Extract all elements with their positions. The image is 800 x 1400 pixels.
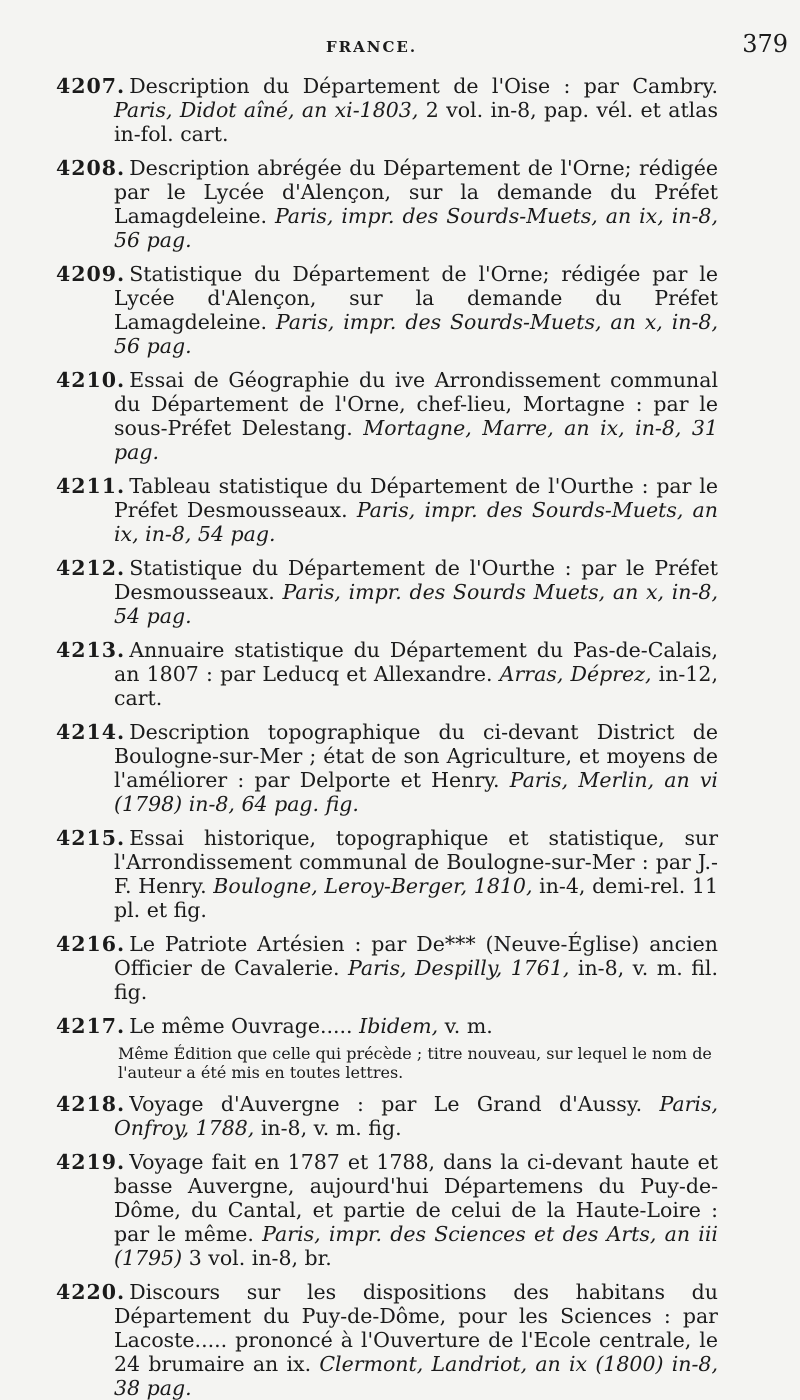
entry-4215: 4215. Essai historique, topographique et statistique, sur l'Arrondissement communal de Boulogne-sur-Mer : par J.-F. Henry. Boulogne, Leroy-Berger, 1810, in-4, demi-rel. 11 pl. et fig. xyxy=(56,826,718,922)
entry-4211: 4211. Tableau statistique du Département de l'Ourthe : par le Préfet Desmousseaux. Paris, impr. des Sourds-Muets, an ix, in-8, 54 pag. xyxy=(56,474,718,546)
entry-4214: 4214. Description topographique du ci-devant District de Boulogne-sur-Mer ; état de son Agriculture, et moyens de l'améliorer : par Delporte et Henry. Paris, Merlin, an vi (1798) in-8, 64 pag. fig. xyxy=(56,720,718,816)
entry-4216: 4216. Le Patriote Artésien : par De*** (Neuve-Église) ancien Officier de Cavalerie. Paris, Despilly, 1761, in-8, v. m. fil. fig. xyxy=(56,932,718,1004)
entry-4217: 4217. Le même Ouvrage..... Ibidem, v. m. xyxy=(56,1014,493,1038)
entry-4207: 4207. Description du Département de l'Oise : par Cambry. Paris, Didot aîné, an xi-1803, 2 vol. in-8, pap. vél. et atlas in-fol. cart. xyxy=(56,74,718,146)
page-header xyxy=(56,30,788,74)
entry-4220: 4220. Discours sur les dispositions des habitans du Département du Puy-de-Dôme, pour les Sciences : par Lacoste..... prononcé à l'Ouverture de l'Ecole centrale, le 24 brumaire an ix. Clermont, Landriot, an ix (1800) in-8, 38 pag. xyxy=(56,1280,718,1400)
page-number: 379 xyxy=(742,30,788,58)
entry-list xyxy=(56,74,718,1400)
entry-4218: 4218. Voyage d'Auvergne : par Le Grand d'Aussy. Paris, Onfroy, 1788, in-8, v. m. fig. xyxy=(56,1092,718,1140)
running-head: FRANCE. xyxy=(326,38,418,56)
entry-4212: 4212. Statistique du Département de l'Ourthe : par le Préfet Desmousseaux. Paris, impr. des Sourds Muets, an x, in-8, 54 pag. xyxy=(56,556,718,628)
entry-4209: 4209. Statistique du Département de l'Orne; rédigée par le Lycée d'Alençon, sur la demande du Préfet Lamagdeleine. Paris, impr. des Sourds-Muets, an x, in-8, 56 pag. xyxy=(56,262,718,358)
entry-4210: 4210. Essai de Géographie du ive Arrondissement communal du Département de l'Orne, chef-lieu, Mortagne : par le sous-Préfet Delestang. Mortagne, Marre, an ix, in-8, 31 pag. xyxy=(56,368,718,464)
entry-4217-note: Même Édition que celle qui précède ; titre nouveau, sur lequel le nom de l'auteur a été mis en toutes lettres. xyxy=(118,1044,712,1082)
entry-4213: 4213. Annuaire statistique du Département du Pas-de-Calais, an 1807 : par Leducq et Allexandre. Arras, Déprez, in-12, cart. xyxy=(56,638,718,710)
entry-4219: 4219. Voyage fait en 1787 et 1788, dans la ci-devant haute et basse Auvergne, aujourd'hui Départemens du Puy-de-Dôme, du Cantal, et partie de celui de la Haute-Loire : par le même. Paris, impr. des Sciences et des Arts, an iii (1795) 3 vol. in-8, br. xyxy=(56,1150,718,1270)
entry-4208: 4208. Description abrégée du Département de l'Orne; rédigée par le Lycée d'Alençon, sur la demande du Préfet Lamagdeleine. Paris, impr. des Sourds-Muets, an ix, in-8, 56 pag. xyxy=(56,156,718,252)
